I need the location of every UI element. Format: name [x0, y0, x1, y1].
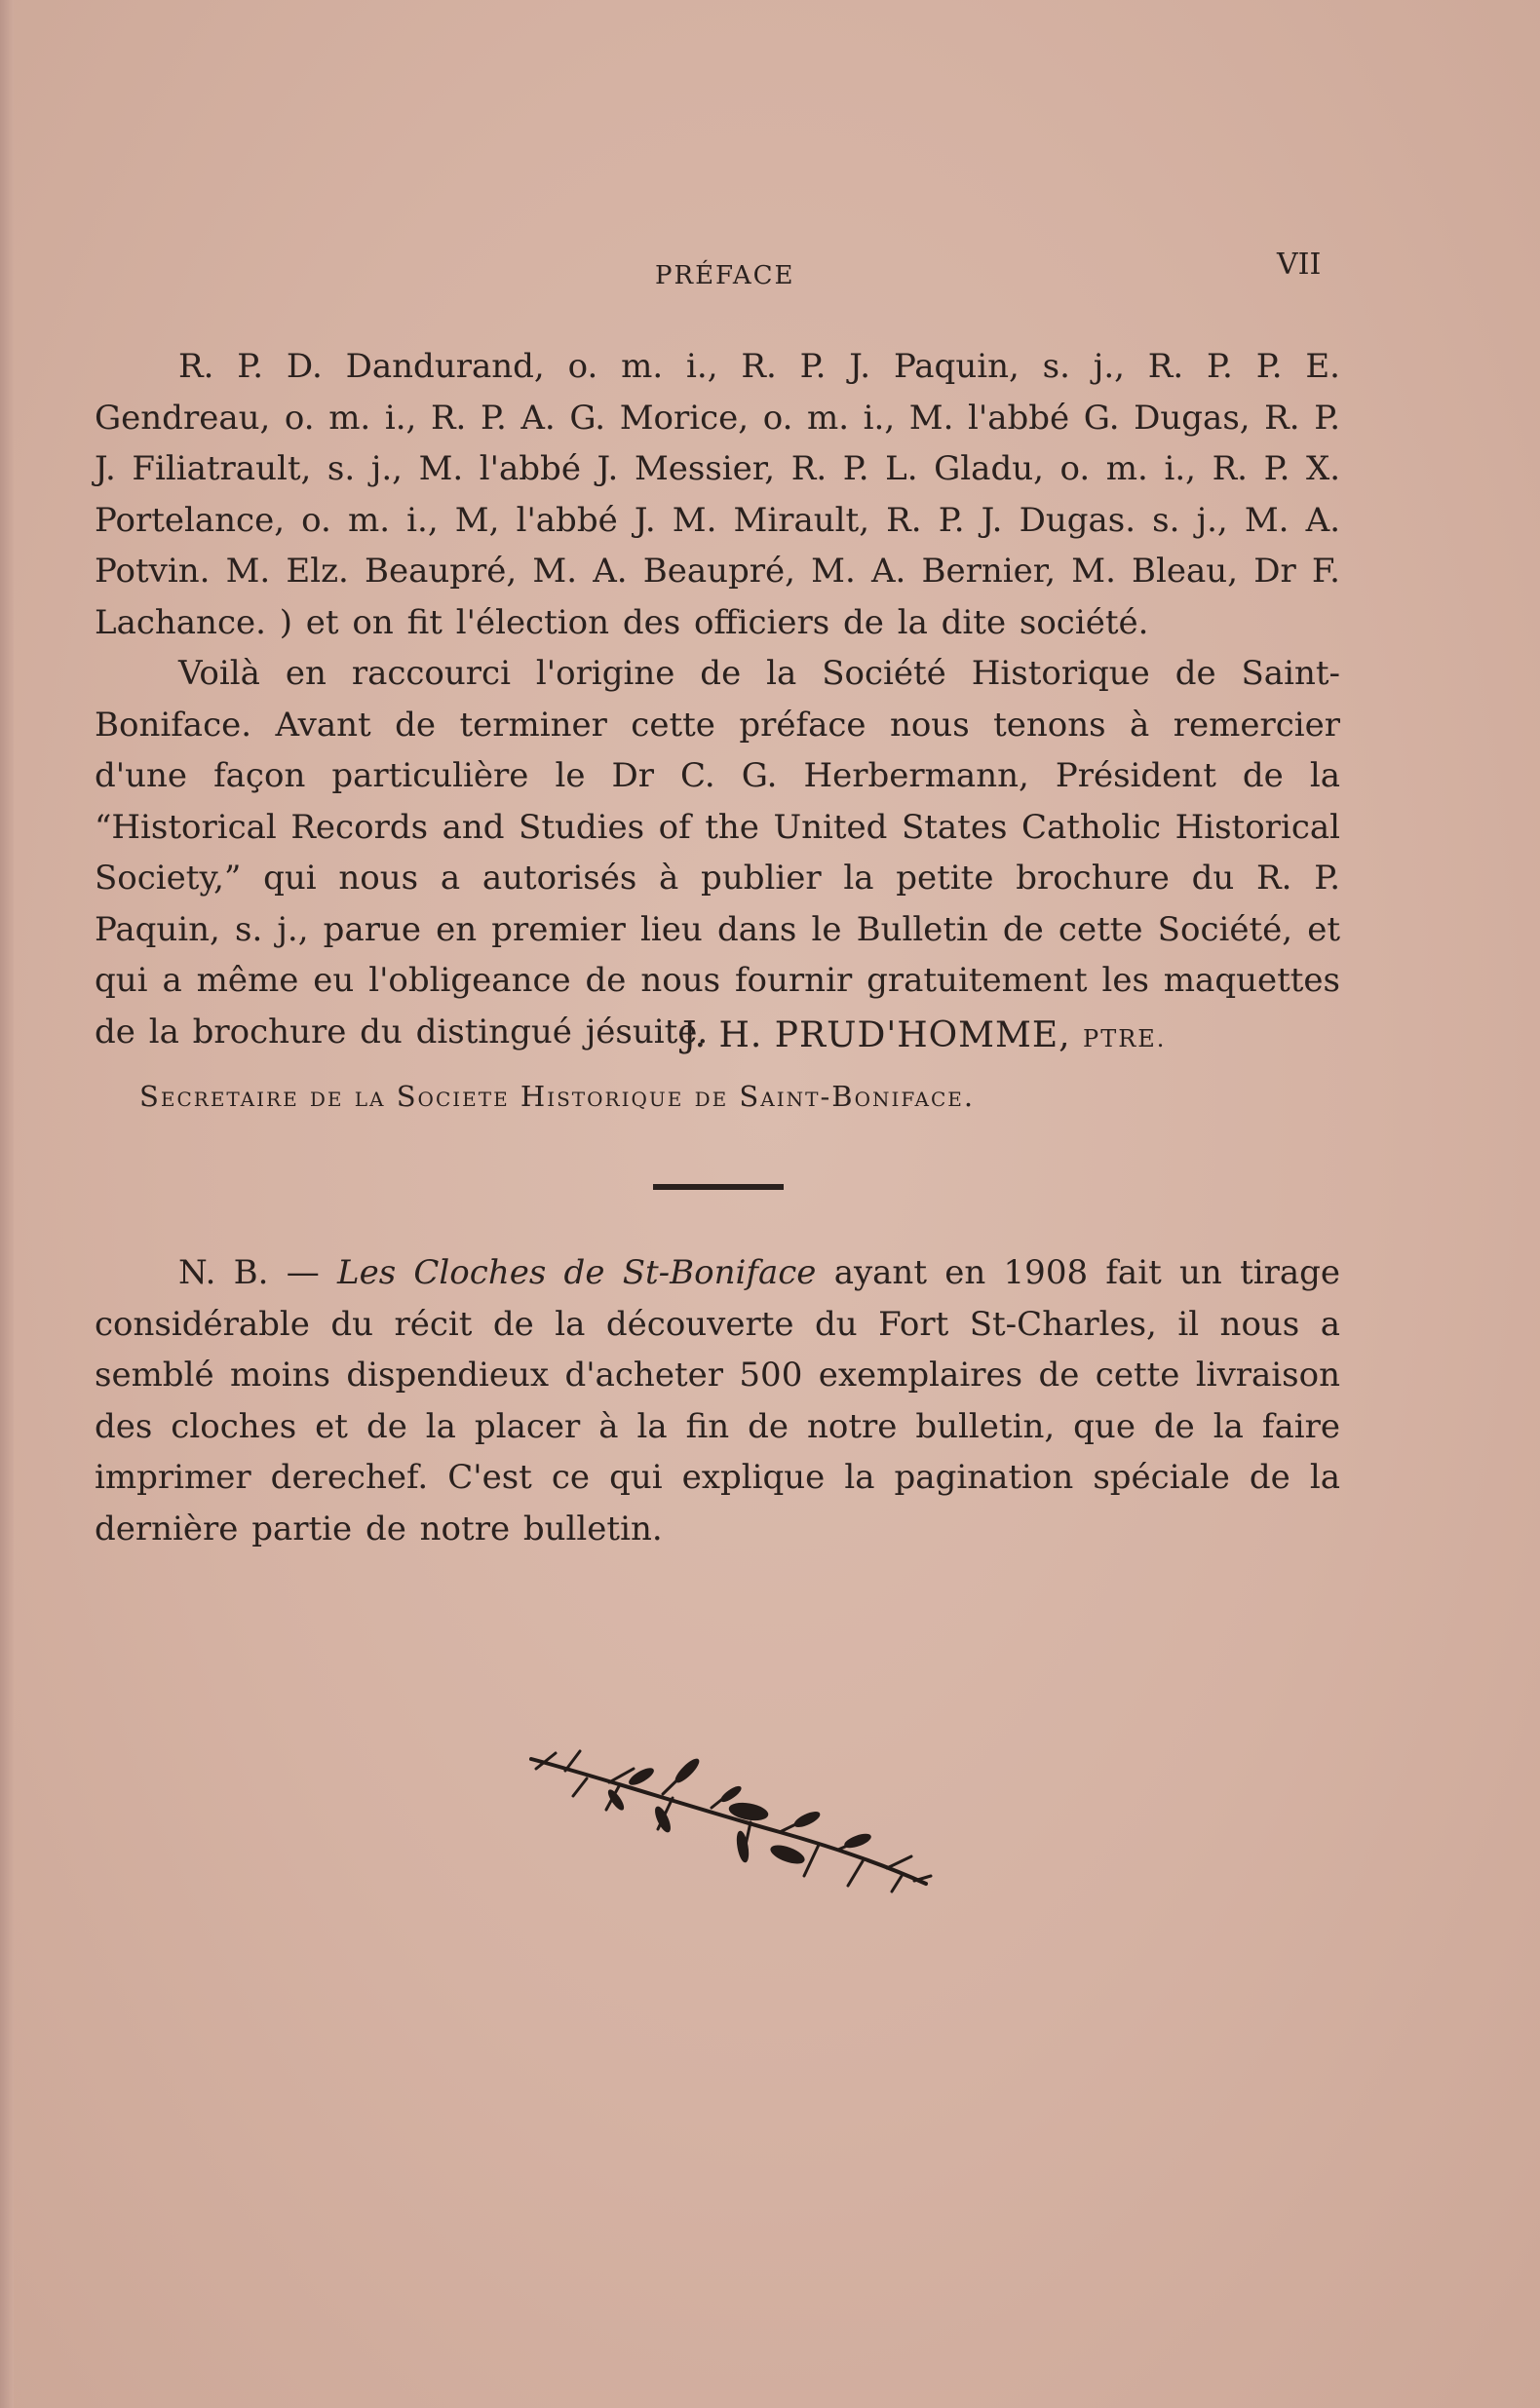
paragraph-origin: Voilà en raccourci l'origine de la Société Historique de Saint-Boniface. Avant de terminer cette préface nous tenons à remercier d'une façon particulière le Dr C. G. Herbermann, Président de la “Historical Records and Studies of the United States Catholic Historical Society,” qui nous a autorisés à publier la petite brochure du R. P. Paquin, s. j., parue en premier lieu dans le Bulletin de cette Société, et qui a même eu l'obligeance de nous fournir gratuitement les maquettes de la brochure du distingué jésuite. — [95, 654, 1340, 1051]
leafy-branch-icon — [526, 1739, 936, 1895]
running-title: PRÉFACE — [655, 261, 795, 290]
signature-office: Secretaire de la Societe Historique de Saint-Boniface. — [139, 1080, 976, 1113]
page-binding-edge — [0, 0, 14, 2408]
signature — [682, 1015, 1166, 1055]
signature-name: J. H. PRUD'HOMME, — [682, 1015, 1071, 1055]
paragraph-members-list: R. P. D. Dandurand, o. m. i., R. P. J. Paquin, s. j., R. P. P. E. Gendreau, o. m. i., R. P. A. G. Morice, o. m. i., M. l'abbé G. Dugas, R. P. J. Filiatrault, s. j., M. l'abbé J. Messier, R. P. L. Gladu, o. m. i., R. P. X. Portelance, o. m. i., M, l'abbé J. M. Mirault, R. P. J. Dugas. s. j., M. A. Potvin. M. Elz. Beaupré, M. A. Beaupré, M. A. Bernier, M. Bleau, Dr F. Lachance. ) et on fit l'élection des officiers de la dite société. — [95, 347, 1340, 642]
note-paragraph — [95, 1247, 1340, 1554]
note-block — [95, 1247, 1340, 1554]
preface-body — [95, 341, 1340, 1057]
signature-title: PTRE. — [1083, 1025, 1167, 1052]
note-lead: N. B. — — [178, 1253, 320, 1292]
note-text: ayant en 1908 fait un tirage considérable du récit de la découverte du Fort St-Charles, il nous a semblé moins dispendieux d'acheter 500 exemplaires de cette livraison des cloches et de la placer à la fin de notre bulletin, que de la faire imprimer derechef. C'est ce qui explique la pagination spéciale de la dernière partie de notre bulletin. — [95, 1253, 1341, 1548]
page-number: VII — [1277, 248, 1322, 282]
section-divider — [653, 1184, 784, 1190]
note-italic-title: Les Cloches de St-Boniface — [337, 1253, 817, 1292]
